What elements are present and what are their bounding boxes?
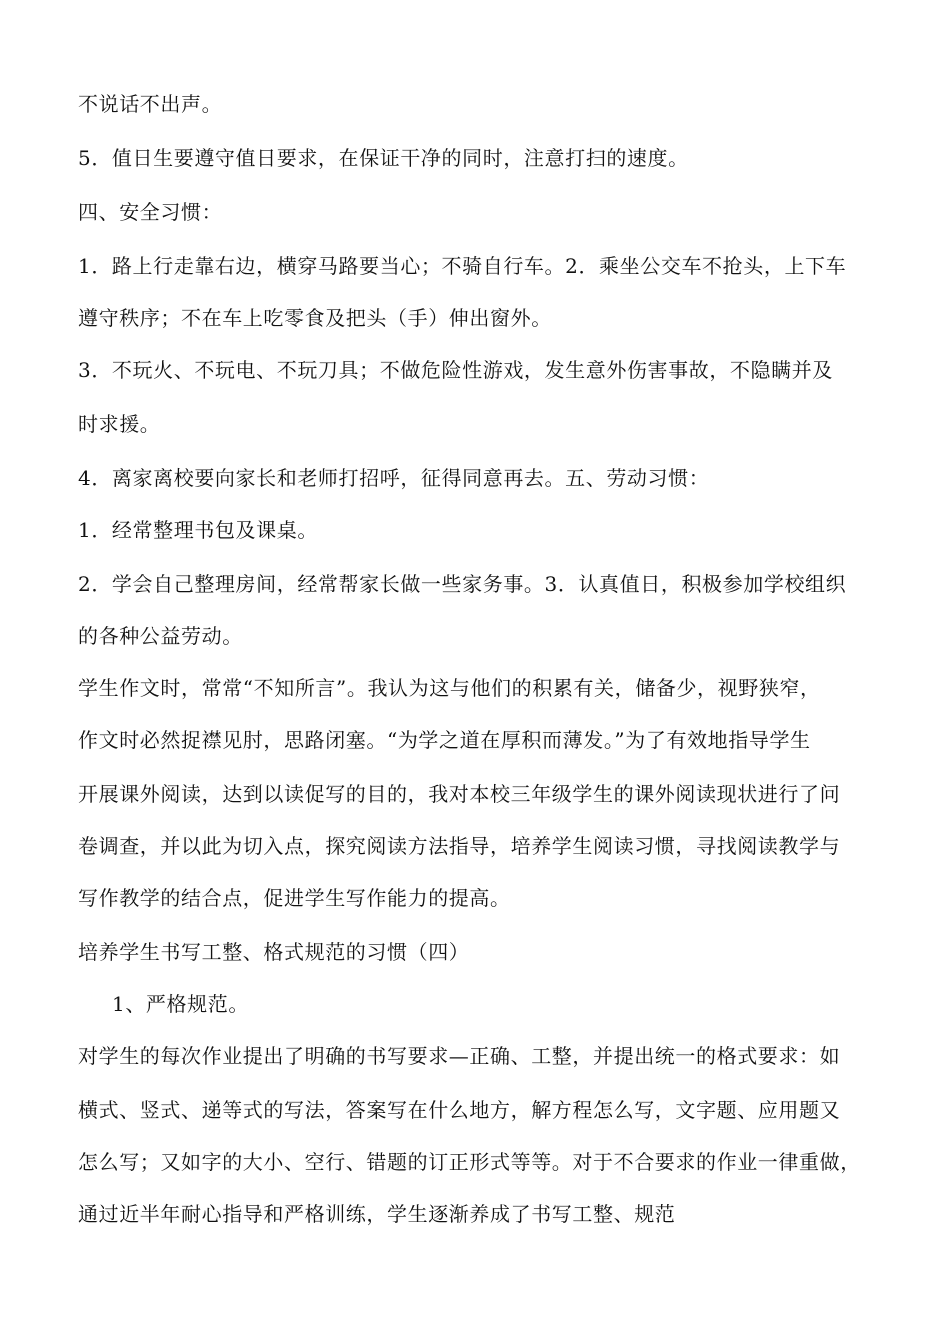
text-line-7: 时求援。 [78,412,161,436]
paragraph-line-2: 作文时必然捉襟见肘，思路闭塞。“为学之道在厚积而薄发。”为了有效地指导学生 [78,728,811,752]
paragraph-line-1: 学生作文时，常常“不知所言”。我认为这与他们的积累有关，储备少，视野狭窄， [78,676,821,700]
section-heading-writing: 培养学生书写工整、格式规范的习惯（四） [78,940,470,964]
text-line-9: 1．经常整理书包及课桌。 [78,518,318,542]
text-line-1: 不说话不出声。 [78,92,223,116]
text-line-5: 遵守秩序；不在车上吃零食及把头（手）伸出窗外。 [78,306,552,330]
paragraph-line-5: 写作教学的结合点，促进学生写作能力的提高。 [78,886,511,910]
text-line-10: 2．学会自己整理房间，经常帮家长做一些家务事。3．认真值日，积极参加学校组织 [78,572,847,596]
paragraph2-line-1: 对学生的每次作业提出了明确的书写要求—正确、工整，并提出统一的格式要求：如 [78,1044,841,1068]
paragraph-line-4: 卷调查，并以此为切入点，探究阅读方法指导，培养学生阅读习惯，寻找阅读教学与 [78,834,841,858]
paragraph2-line-4: 通过近半年耐心指导和严格训练，学生逐渐养成了书写工整、规范 [78,1202,676,1226]
paragraph-line-3: 开展课外阅读，达到以读促写的目的，我对本校三年级学生的课外阅读现状进行了问 [78,782,841,806]
text-line-6: 3．不玩火、不玩电、不玩刀具；不做危险性游戏，发生意外伤害事故，不隐瞒并及 [78,358,833,382]
paragraph2-line-2: 横式、竖式、递等式的写法，答案写在什么地方，解方程怎么写，文字题、应用题又 [78,1098,841,1122]
sub-heading-strict: 1、严格规范。 [112,992,249,1016]
paragraph2-line-3: 怎么写；又如字的大小、空行、错题的订正形式等等。对于不合要求的作业一律重做， [78,1150,861,1174]
section-heading-safety: 四、安全习惯： [78,200,223,224]
text-line-11: 的各种公益劳动。 [78,624,243,648]
text-line-8: 4．离家离校要向家长和老师打招呼，征得同意再去。五、劳动习惯： [78,466,710,490]
text-line-2: 5．值日生要遵守值日要求，在保证干净的同时，注意打扫的速度。 [78,146,689,170]
text-line-4: 1．路上行走靠右边，横穿马路要当心；不骑自行车。2．乘坐公交车不抢头，上下车 [78,254,847,278]
